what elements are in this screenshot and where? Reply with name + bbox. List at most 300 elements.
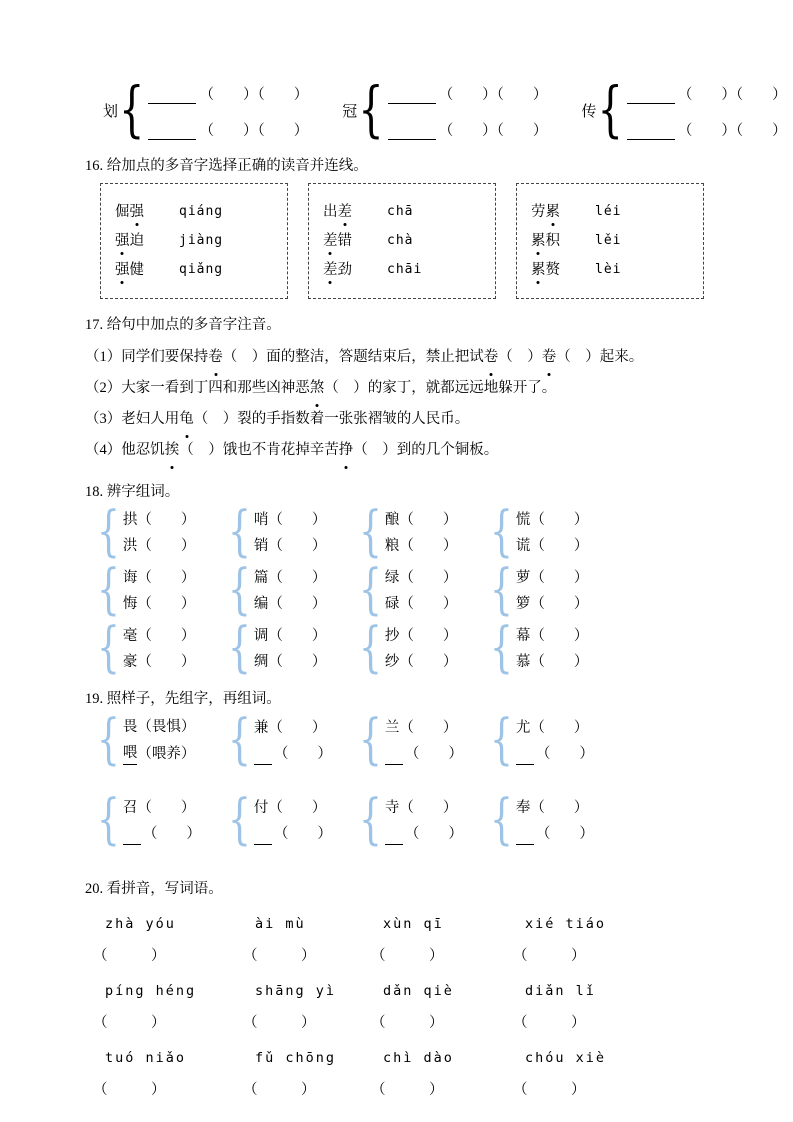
new-char-line bbox=[516, 823, 594, 845]
polyphone-group bbox=[103, 75, 309, 145]
build-column bbox=[123, 797, 201, 845]
left-brace-icon: { bbox=[358, 75, 384, 145]
char: 调 bbox=[253, 628, 269, 644]
word-pinyin-row bbox=[115, 230, 273, 252]
answer-parens: （ ）（ ） bbox=[677, 123, 787, 139]
pinyin: qiáng bbox=[179, 204, 224, 219]
char-blank-line bbox=[254, 651, 327, 673]
answer-parens: （ ） bbox=[273, 826, 332, 842]
new-char-line bbox=[516, 743, 594, 765]
char-pair-cell bbox=[97, 559, 228, 621]
polyphone-char: 划 bbox=[103, 103, 119, 120]
pinyin: diǎn lǐ bbox=[525, 983, 596, 999]
pair-column bbox=[516, 509, 589, 557]
text-run: 迫 bbox=[129, 233, 144, 249]
char: 幕 bbox=[515, 628, 531, 644]
text-run: 积 bbox=[545, 233, 560, 249]
char-pair-cell bbox=[490, 617, 621, 679]
answer-parens: （ ） bbox=[530, 628, 589, 644]
pinyin: chóu xiè bbox=[525, 1050, 607, 1066]
answer-parens: （ ） bbox=[142, 826, 201, 842]
char: 抄 bbox=[384, 628, 400, 644]
answer-parens: （ ） bbox=[268, 719, 327, 736]
char-pair-cell bbox=[228, 617, 359, 679]
answer-parens: （ ） bbox=[93, 1082, 166, 1098]
pair-row bbox=[97, 501, 773, 563]
dotted-char: 差 bbox=[323, 230, 338, 252]
base-char-line bbox=[385, 797, 463, 819]
base-char: 召 bbox=[122, 800, 138, 816]
answer-parens: （ ） bbox=[399, 596, 458, 612]
left-brace-icon: { bbox=[228, 559, 251, 621]
answer-parens: （ ） bbox=[399, 538, 458, 554]
q16-boxes bbox=[100, 183, 773, 299]
question-16 bbox=[85, 154, 773, 299]
answer-parens: （ ） bbox=[137, 596, 196, 612]
answer-row bbox=[93, 944, 773, 965]
base-char: 兼 bbox=[253, 719, 269, 736]
q20-grid bbox=[85, 916, 773, 1099]
polyphone-group bbox=[342, 75, 548, 145]
build-column bbox=[385, 717, 463, 765]
sentence-line bbox=[85, 435, 773, 466]
pinyin: zhà yóu bbox=[105, 916, 176, 932]
dotted-char: 累 bbox=[531, 230, 546, 252]
char: 萝 bbox=[515, 570, 531, 586]
text-run: （ ）到的几个铜板。 bbox=[353, 442, 499, 458]
answer-parens: （ ） bbox=[399, 800, 458, 816]
answer-parens: （ ） bbox=[530, 538, 589, 554]
answer-parens: （ ） bbox=[399, 512, 458, 528]
char: 绿 bbox=[384, 570, 400, 586]
char-blank-line bbox=[123, 535, 196, 557]
left-brace-icon: { bbox=[228, 789, 251, 851]
word-blank-row bbox=[388, 116, 548, 140]
base-char-line bbox=[516, 717, 594, 739]
char-pair-cell bbox=[359, 617, 490, 679]
new-char-line bbox=[123, 823, 201, 845]
pair-column bbox=[516, 625, 589, 673]
answer-parens: （ ） bbox=[399, 654, 458, 670]
pair-column bbox=[516, 567, 589, 615]
answer-parens: （ ） bbox=[371, 1082, 444, 1098]
answer-blank-line bbox=[385, 749, 403, 765]
pinyin: shāng yì bbox=[255, 983, 337, 999]
word-pinyin-row bbox=[323, 201, 481, 223]
word bbox=[323, 201, 387, 223]
char: 慕 bbox=[515, 654, 531, 670]
pinyin: píng héng bbox=[105, 983, 197, 999]
q17-title: 17. 给句中加点的多音字注音。 bbox=[85, 317, 281, 333]
left-brace-icon: { bbox=[228, 501, 251, 563]
polyphone-groups-section bbox=[103, 75, 787, 145]
text-run: 劳 bbox=[531, 204, 546, 220]
text-run: 出 bbox=[323, 204, 338, 220]
pair-column bbox=[254, 625, 327, 673]
polyphone-char: 冠 bbox=[342, 103, 358, 120]
answer-parens: （ ） bbox=[268, 596, 327, 612]
char-pair-cell bbox=[97, 501, 228, 563]
left-brace-icon: { bbox=[490, 501, 513, 563]
answer-parens: （ ） bbox=[399, 570, 458, 586]
q19-title: 19. 照样子，先组字，再组词。 bbox=[85, 691, 281, 707]
char: 纱 bbox=[384, 654, 400, 670]
pair-column bbox=[385, 625, 458, 673]
dotted-char: 强 bbox=[130, 201, 145, 223]
answer-parens: （ ） bbox=[513, 948, 586, 964]
answer-parens: （ ） bbox=[399, 628, 458, 644]
pinyin: chā bbox=[387, 204, 414, 219]
text-run: 错 bbox=[337, 233, 352, 249]
pinyin-match-box bbox=[308, 183, 496, 299]
char-blank-line bbox=[516, 593, 589, 615]
char-blank-line bbox=[123, 593, 196, 615]
q19-grid bbox=[85, 709, 773, 851]
new-char-line bbox=[254, 743, 332, 765]
example-column bbox=[123, 716, 196, 765]
answer-parens: （ ） bbox=[404, 745, 463, 762]
pinyin: ài mù bbox=[255, 916, 306, 932]
text-run: 倔 bbox=[115, 204, 130, 220]
build-column bbox=[516, 717, 594, 765]
build-char-cell bbox=[97, 789, 228, 851]
pinyin: léi bbox=[595, 204, 622, 219]
char-blank-line bbox=[385, 593, 458, 615]
build-column bbox=[516, 797, 594, 845]
word-pinyin-row bbox=[323, 259, 481, 281]
new-char-line bbox=[254, 823, 332, 845]
left-brace-icon: { bbox=[359, 617, 382, 679]
char: 豪 bbox=[122, 654, 138, 670]
build-char-cell bbox=[359, 709, 490, 771]
char: 箩 bbox=[515, 596, 531, 612]
example-word: （喂养） bbox=[137, 746, 196, 762]
word-blank-row bbox=[388, 80, 548, 104]
base-char: 付 bbox=[253, 800, 269, 816]
answer-parens: （ ）（ ） bbox=[677, 87, 787, 103]
q18-grid bbox=[85, 501, 773, 679]
base-char: 尤 bbox=[515, 719, 531, 736]
left-brace-icon: { bbox=[490, 617, 513, 679]
answer-blank-line bbox=[123, 829, 141, 845]
answer-parens: （ ） bbox=[268, 538, 327, 554]
left-brace-icon: { bbox=[97, 789, 120, 851]
char: 篇 bbox=[253, 570, 269, 586]
char-pair-cell bbox=[228, 501, 359, 563]
new-char-line bbox=[385, 823, 463, 845]
base-char: 兰 bbox=[384, 719, 400, 736]
pinyin: qiǎng bbox=[179, 262, 224, 277]
pinyin: chà bbox=[387, 233, 414, 248]
char: 谎 bbox=[515, 538, 531, 554]
char-blank-line bbox=[123, 567, 196, 589]
left-brace-icon: { bbox=[97, 709, 120, 771]
base-char-line bbox=[385, 717, 463, 739]
pinyin: tuó niǎo bbox=[105, 1050, 187, 1066]
build-char-cell bbox=[490, 789, 621, 851]
pair-column bbox=[123, 509, 196, 557]
left-brace-icon: { bbox=[490, 559, 513, 621]
answer-parens: （ ）（ ） bbox=[438, 123, 548, 139]
answer-parens: （ ） bbox=[137, 628, 196, 644]
text-run: 健 bbox=[129, 262, 144, 278]
char-blank-line bbox=[123, 625, 196, 647]
char: 碌 bbox=[384, 596, 400, 612]
char: 酿 bbox=[384, 512, 400, 528]
word-pinyin-row bbox=[115, 259, 273, 281]
char: 拱 bbox=[122, 512, 138, 528]
word-blank-row bbox=[627, 116, 787, 140]
word bbox=[323, 230, 387, 252]
pinyin: xùn qī bbox=[383, 916, 444, 932]
text-run: （2）大家一看到丁四和那些凶神恶 bbox=[85, 380, 310, 396]
answer-parens: （ ） bbox=[93, 1015, 166, 1031]
answer-parens: （ ） bbox=[530, 512, 589, 528]
word bbox=[531, 201, 595, 223]
example-bottom-line bbox=[123, 742, 196, 765]
answer-parens: （ ） bbox=[513, 1082, 586, 1098]
answer-parens: （ ） bbox=[137, 538, 196, 554]
question-17 bbox=[85, 313, 773, 466]
pair-column bbox=[385, 509, 458, 557]
answer-blank-line bbox=[388, 87, 436, 104]
base-char: 寺 bbox=[384, 800, 400, 816]
answer-parens: （ ） bbox=[530, 596, 589, 612]
pinyin-row bbox=[105, 983, 773, 999]
left-brace-icon: { bbox=[228, 617, 251, 679]
answer-blank-line bbox=[148, 123, 196, 140]
example-built-char: 喂 bbox=[123, 742, 138, 765]
left-brace-icon: { bbox=[359, 501, 382, 563]
dotted-char: 差 bbox=[338, 201, 353, 223]
build-char-cell bbox=[228, 709, 359, 771]
pinyin: lěi bbox=[595, 233, 622, 248]
char: 哨 bbox=[253, 512, 269, 528]
pinyin: chì dào bbox=[383, 1050, 454, 1066]
answer-parens: （ ） bbox=[404, 826, 463, 842]
answer-parens: （ ） bbox=[243, 1082, 316, 1098]
pinyin-match-box bbox=[100, 183, 288, 299]
word-blank-column bbox=[627, 80, 787, 140]
left-brace-icon: { bbox=[359, 709, 382, 771]
char-blank-line bbox=[516, 509, 589, 531]
word bbox=[323, 259, 387, 281]
answer-parens: （ ） bbox=[530, 570, 589, 586]
left-brace-icon: { bbox=[359, 789, 382, 851]
example-word: 畏（畏惧） bbox=[122, 719, 196, 735]
base-char: 奉 bbox=[515, 800, 531, 816]
left-brace-icon: { bbox=[597, 75, 623, 145]
dotted-char: 卷 bbox=[484, 342, 499, 373]
answer-blank-line bbox=[516, 829, 534, 845]
q20-title: 20. 看拼音，写词语。 bbox=[85, 881, 223, 897]
left-brace-icon: { bbox=[97, 617, 120, 679]
answer-parens: （ ） bbox=[530, 719, 589, 736]
pinyin-match-box bbox=[516, 183, 704, 299]
text-run: 劲 bbox=[337, 262, 352, 278]
answer-parens: （ ） bbox=[268, 628, 327, 644]
answer-parens: （ ）（ ） bbox=[199, 87, 309, 103]
text-run: （ ）面的整洁，答题结束后，禁止把试 bbox=[222, 349, 484, 365]
char: 诲 bbox=[122, 570, 138, 586]
pair-row bbox=[97, 559, 773, 621]
answer-parens: （ ） bbox=[137, 654, 196, 670]
sentence-line bbox=[85, 342, 773, 373]
word bbox=[115, 230, 179, 252]
question-19 bbox=[85, 687, 773, 851]
char-pair-cell bbox=[97, 617, 228, 679]
build-char-row bbox=[97, 789, 773, 851]
char-blank-line bbox=[516, 625, 589, 647]
char: 粮 bbox=[384, 538, 400, 554]
answer-parens: （ ） bbox=[137, 512, 196, 528]
answer-blank-line bbox=[627, 87, 675, 104]
text-run: （3）老妇人用 bbox=[85, 411, 180, 427]
pinyin: xié tiáo bbox=[525, 916, 607, 932]
dotted-char: 卷 bbox=[542, 342, 557, 373]
text-run: （ ）的家丁，就都远远地躲开了。 bbox=[324, 380, 557, 396]
polyphone-group bbox=[581, 75, 787, 145]
pinyin: fǔ chōng bbox=[255, 1050, 337, 1066]
answer-parens: （ ）（ ） bbox=[199, 123, 309, 139]
answer-blank-line bbox=[254, 749, 272, 765]
answer-blank-line bbox=[516, 749, 534, 765]
left-brace-icon: { bbox=[490, 789, 513, 851]
left-brace-icon: { bbox=[97, 501, 120, 563]
char-blank-line bbox=[385, 567, 458, 589]
word-pinyin-row bbox=[323, 230, 481, 252]
answer-parens: （ ） bbox=[530, 654, 589, 670]
pinyin: lèi bbox=[595, 262, 622, 277]
char: 绸 bbox=[253, 654, 269, 670]
dotted-char: 累 bbox=[546, 201, 561, 223]
dotted-char: 强 bbox=[115, 230, 130, 252]
build-char-cell bbox=[228, 789, 359, 851]
dotted-char: 差 bbox=[323, 259, 338, 281]
word-blank-row bbox=[627, 80, 787, 104]
char: 慌 bbox=[515, 512, 531, 528]
dotted-char: 挣 bbox=[339, 435, 354, 466]
char-blank-line bbox=[254, 567, 327, 589]
pair-column bbox=[254, 509, 327, 557]
char-blank-line bbox=[385, 535, 458, 557]
word bbox=[115, 201, 179, 223]
pair-column bbox=[123, 567, 196, 615]
char-blank-line bbox=[254, 625, 327, 647]
word-pinyin-row bbox=[531, 230, 689, 252]
dotted-char: 挨 bbox=[165, 435, 180, 466]
sentence-line bbox=[85, 373, 773, 404]
question-20 bbox=[85, 877, 773, 1099]
example-cell bbox=[97, 709, 228, 771]
text-run: （ ） bbox=[498, 349, 542, 365]
build-column bbox=[254, 717, 332, 765]
base-char-line bbox=[123, 797, 201, 819]
answer-parens: （ ） bbox=[530, 800, 589, 816]
char-blank-line bbox=[254, 509, 327, 531]
answer-parens: （ ） bbox=[399, 719, 458, 736]
char-blank-line bbox=[254, 593, 327, 615]
char: 编 bbox=[253, 596, 269, 612]
q17-sentence-list bbox=[85, 342, 773, 466]
answer-parens: （ ） bbox=[268, 800, 327, 816]
answer-row bbox=[93, 1011, 773, 1032]
dotted-char: 煞 bbox=[310, 373, 325, 404]
char-blank-line bbox=[385, 625, 458, 647]
answer-parens: （ ） bbox=[371, 1015, 444, 1031]
sentence-line bbox=[85, 404, 773, 435]
build-column bbox=[385, 797, 463, 845]
word-blank-row bbox=[148, 80, 308, 104]
char: 悔 bbox=[122, 596, 138, 612]
word bbox=[115, 259, 179, 281]
word-blank-row bbox=[148, 116, 308, 140]
text-run: 赘 bbox=[545, 262, 560, 278]
example-top-line bbox=[123, 716, 196, 738]
text-run: （ ）裂的手指数着一张张褶皱的人民币。 bbox=[193, 411, 470, 427]
word-pinyin-row bbox=[115, 201, 273, 223]
build-char-cell bbox=[359, 789, 490, 851]
question-18 bbox=[85, 480, 773, 679]
answer-parens: （ ） bbox=[137, 800, 196, 816]
text-run: （ ）起来。 bbox=[556, 349, 644, 365]
char: 毫 bbox=[122, 628, 138, 644]
answer-parens: （ ） bbox=[93, 948, 166, 964]
answer-parens: （ ） bbox=[268, 654, 327, 670]
answer-parens: （ ） bbox=[268, 512, 327, 528]
answer-parens: （ ） bbox=[273, 745, 332, 762]
answer-blank-line bbox=[627, 123, 675, 140]
word bbox=[531, 259, 595, 281]
text-run: （1）同学们要保持 bbox=[85, 349, 209, 365]
answer-parens: （ ） bbox=[513, 1015, 586, 1031]
base-char-line bbox=[516, 797, 594, 819]
char: 洪 bbox=[122, 538, 138, 554]
word bbox=[531, 230, 595, 252]
pair-column bbox=[123, 625, 196, 673]
left-brace-icon: { bbox=[97, 559, 120, 621]
dotted-char: 累 bbox=[531, 259, 546, 281]
answer-blank-line bbox=[148, 87, 196, 104]
q18-title: 18. 辨字组词。 bbox=[85, 484, 180, 500]
pinyin-row bbox=[105, 1050, 773, 1066]
text-run: （ ）饿也不肯花掉辛苦 bbox=[179, 442, 339, 458]
answer-parens: （ ）（ ） bbox=[438, 87, 548, 103]
q16-title: 16. 给加点的多音字选择正确的读音并连线。 bbox=[85, 158, 368, 174]
char-pair-cell bbox=[359, 559, 490, 621]
char-blank-line bbox=[385, 509, 458, 531]
answer-blank-line bbox=[388, 123, 436, 140]
text-run: （4）他忍饥 bbox=[85, 442, 165, 458]
answer-parens: （ ） bbox=[268, 570, 327, 586]
char-blank-line bbox=[123, 651, 196, 673]
word-pinyin-row bbox=[531, 259, 689, 281]
pair-column bbox=[385, 567, 458, 615]
build-char-cell bbox=[490, 709, 621, 771]
left-brace-icon: { bbox=[490, 709, 513, 771]
build-char-row bbox=[97, 709, 773, 771]
base-char-line bbox=[254, 797, 332, 819]
answer-row bbox=[93, 1078, 773, 1099]
pinyin-row bbox=[105, 916, 773, 932]
word-pinyin-row bbox=[531, 201, 689, 223]
dotted-char: 龟 bbox=[179, 404, 194, 435]
pinyin: dǎn qiè bbox=[383, 983, 454, 999]
char-pair-cell bbox=[359, 501, 490, 563]
pair-column bbox=[254, 567, 327, 615]
char-blank-line bbox=[516, 651, 589, 673]
answer-blank-line bbox=[254, 829, 272, 845]
